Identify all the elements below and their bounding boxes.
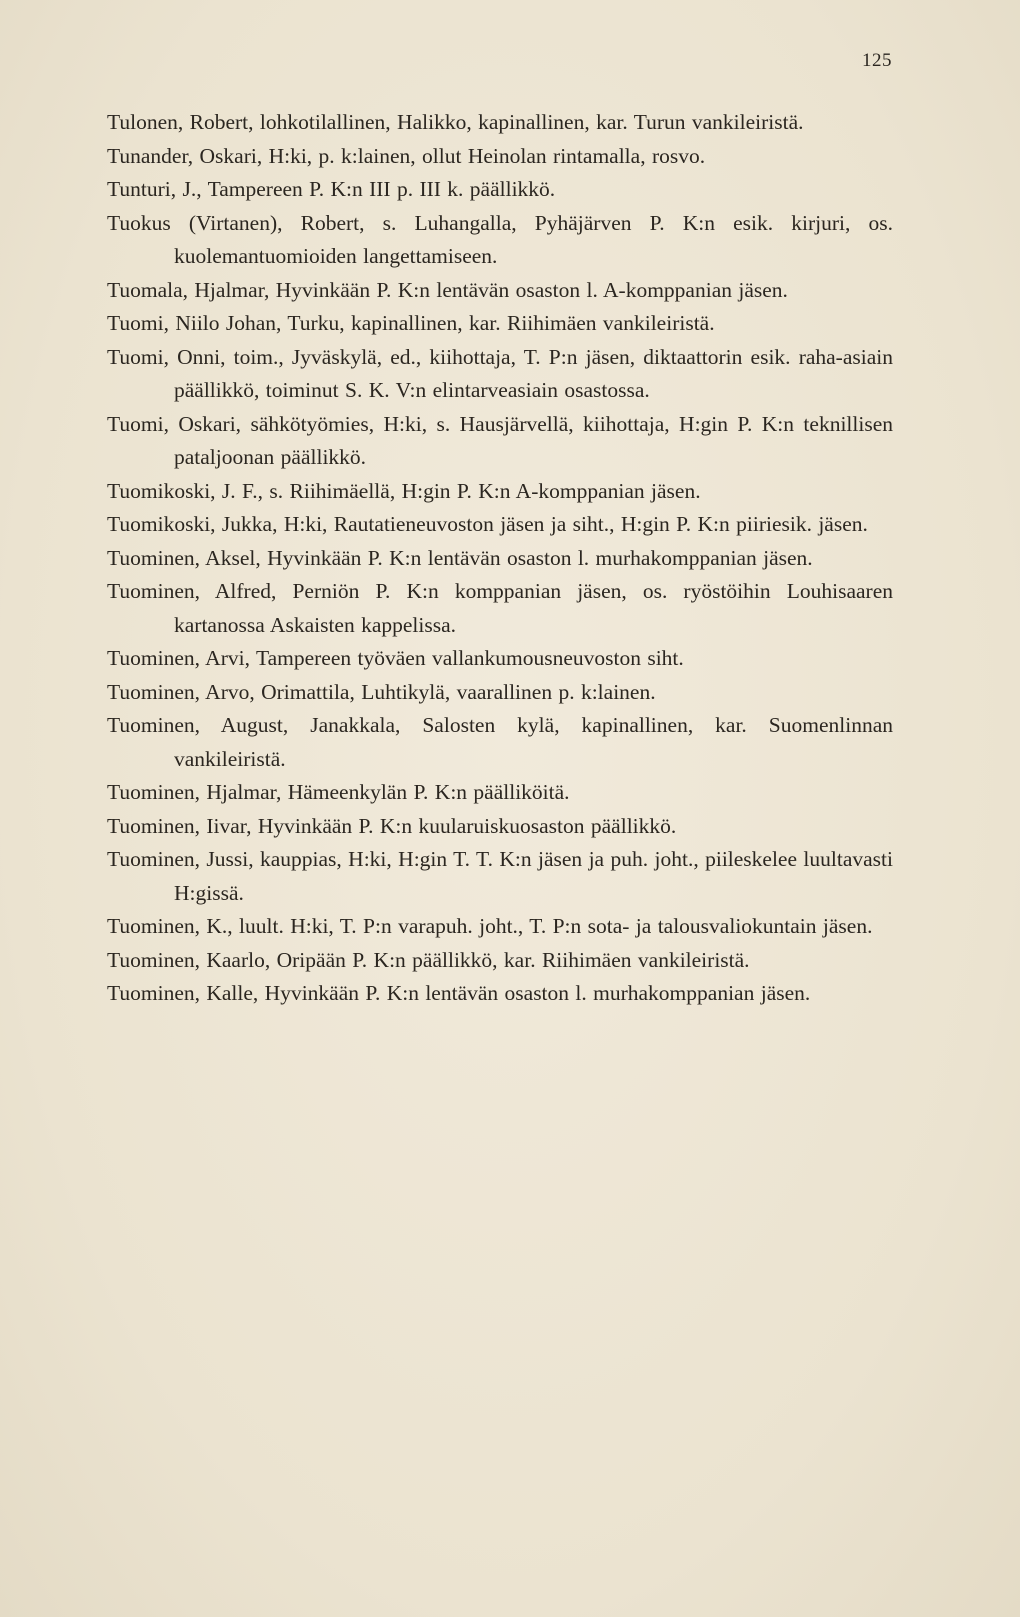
list-item: Tuominen, Iivar, Hyvinkään P. K:n kuularuiskuosaston päällikkö. bbox=[107, 813, 677, 838]
list-item: Tunturi, J., Tampereen P. K:n III p. III k. päällikkö. bbox=[107, 177, 556, 201]
list-item: Tuomi, Onni, toim., Jyväskylä, ed., kiihottaja, T. P:n jäsen, diktaattorin esik. raha-asiain päällikkö, toiminut S. K. V:n elintarveasiain osastossa. bbox=[107, 344, 893, 402]
list-item: Tuominen, Hjalmar, Hämeenkylän P. K:n päälliköitä. bbox=[107, 780, 570, 804]
list-item: Tuominen, Arvi, Tampereen työväen vallankumousneuvoston siht. bbox=[107, 646, 684, 670]
list-item: Tuomala, Hjalmar, Hyvinkään P. K:n lentävän osaston l. A-komppanian jäsen. bbox=[107, 277, 788, 302]
list-item: Tuominen, August, Janakkala, Salosten kylä, kapinallinen, kar. Suomenlinnan vankileiristä. bbox=[107, 713, 893, 771]
list-item: Tulonen, Robert, lohkotilallinen, Halikko, kapinallinen, kar. Turun vankileiristä. bbox=[107, 110, 804, 134]
list-item: Tuominen, K., luult. H:ki, T. P:n varapuh. joht., T. P:n sota- ja talousvaliokuntain jäsen. bbox=[107, 914, 873, 938]
list-item: Tuomi, Oskari, sähkötyömies, H:ki, s. Hausjärvellä, kiihottaja, H:gin P. K:n teknillisen pataljoonan päällikkö. bbox=[107, 411, 893, 469]
list-item: Tuomi, Niilo Johan, Turku, kapinallinen, kar. Riihimäen vankileiristä. bbox=[107, 311, 715, 335]
list-item: Tuominen, Alfred, Perniön P. K:n komppanian jäsen, os. ryöstöihin Louhisaaren kartanossa Askaisten kappelissa. bbox=[107, 579, 893, 637]
list-item: Tuominen, Kaarlo, Oripään P. K:n päällikkö, kar. Riihimäen vankileiristä. bbox=[107, 947, 750, 972]
list-item: Tuomikoski, Jukka, H:ki, Rautatieneuvoston jäsen ja siht., H:gin P. K:n piiriesik. jäsen. bbox=[107, 512, 868, 536]
list-item: Tuomikoski, J. F., s. Riihimäellä, H:gin P. K:n A-komppanian jäsen. bbox=[107, 478, 701, 503]
list-item: Tunander, Oskari, H:ki, p. k:lainen, ollut Heinolan rintamalla, rosvo. bbox=[107, 143, 706, 168]
entry-list bbox=[107, 106, 893, 1011]
list-item: Tuominen, Arvo, Orimattila, Luhtikylä, vaarallinen p. k:lainen. bbox=[107, 679, 656, 704]
list-item: Tuominen, Kalle, Hyvinkään P. K:n lentävän osaston l. murhakomppanian jäsen. bbox=[107, 981, 811, 1005]
list-item: Tuominen, Aksel, Hyvinkään P. K:n lentävän osaston l. murhakomppanian jäsen. bbox=[107, 545, 813, 570]
list-item: Tuominen, Jussi, kauppias, H:ki, H:gin T. T. K:n jäsen ja puh. joht., piileskelee luultavasti H:gissä. bbox=[107, 847, 893, 905]
page-number: 125 bbox=[862, 50, 892, 71]
list-item: Tuokus (Virtanen), Robert, s. Luhangalla, Pyhäjärven P. K:n esik. kirjuri, os. kuolemantuomioiden langettamiseen. bbox=[107, 210, 893, 268]
